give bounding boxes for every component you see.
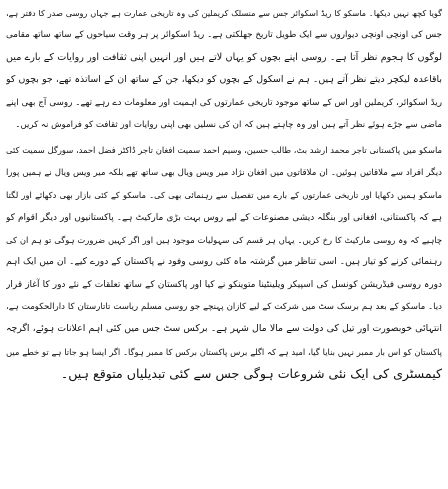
- text-line: دیا۔ ماسکو کے بعد ہم برسک سٹ میں شرکت کے لیے کازان پہنچے جو روسی مسلم ریاست تاتارستان کا دارالحکومت ہے،: [6, 302, 442, 313]
- text-line: جس کی اونچی اونچی دیواروں سے ایک طویل تاریخ جھلکتی ہے۔ ریڈ اسکوائر پر ہر وقت سیاحوں کے ساتھ ساتھ مقامی: [6, 30, 442, 41]
- article-paragraph-1: [6, 2, 442, 136]
- text-line: ریڈ اسکوائر، کریملین اور اس کے ساتھ موجود تاریخی عمارتوں کی اہمیت اور معلومات دے رہے تھے۔ روسی آج بھی اپنے: [6, 97, 442, 108]
- article-paragraph-2: [6, 139, 442, 385]
- text-line: لوگوں کا ہجوم نظر آتا ہے۔ روسی اپنے بچوں کو یہاں لاتے ہیں اور انہیں اپنی ثقافت اور روایات کے بارے میں: [6, 51, 442, 63]
- text-line: دیگر افراد سے ملاقاتیں ہوئیں۔ ان ملاقاتوں میں افغان نژاد میر ویس ویال بھی ساتھ تھے بلکہ میر ویس ویال نے ہمیں پورا: [6, 167, 442, 178]
- text-line: باقاعدہ لیکچر دیتے نظر آتے ہیں۔ ہم نے اسکول کے بچوں کو دیکھا، جن کے ساتھ ان کے اساتذہ تھے، جو بچوں کو: [6, 74, 442, 86]
- text-line: گویا کچھ نہیں دیکھا۔ ماسکو کا ریڈ اسکوائر جس سے منسلک کریملین کی وہ تاریخی عمارت ہے جہاں روسی صدر کا دفتر ہے،: [6, 8, 442, 18]
- text-line: دورہ روسی فیڈریشن کونسل کی اسپیکر ویلینٹینا متوینکو نے کیا اور پاکستان کے ساتھ تعلقات کے نئے دور کا آغاز قرار: [6, 279, 442, 290]
- text-line: انتہائی خوبصورت اور تیل کی دولت سے مالا مال شہر ہے۔ برکس سٹ جس میں کئی اہم اعلانات ہوئے، اگرچہ: [6, 323, 442, 335]
- text-line: ماسکو میں پاکستانی تاجر محمد ارشد بٹ، طالب حسین، وسیم احمد سمیت افغان تاجر ڈاکٹر فضل احمد، سورگل سمیت کئی: [6, 145, 442, 156]
- text-line: کیمسٹری کی ایک نئی شروعات ہوگی جس سے کئی تبدیلیاں متوقع ہیں۔: [60, 366, 442, 382]
- text-line: ماسکو ہمیں دکھایا اور تاریخی عمارتوں کے بارے میں تفصیل سے رہنمائی بھی کی۔ ماسکو کے کئی بازار بھی دکھائے اور لگتا: [6, 190, 442, 201]
- text-line: پاکستان کو اس بار ممبر نہیں بنایا گیا، امید ہے کہ اگلے برس پاکستان برکس کا ممبر ہوگا۔ اگر ایسا ہو جاتا ہے تو خطے میں: [6, 346, 442, 357]
- text-line: ماضی سے جڑے ہوئے نظر آتے ہیں اور وہ چاہتے ہیں کہ ان کی نسلیں بھی اپنی روایات اور ثقافت کو فراموش نہ کریں۔: [15, 119, 442, 130]
- text-line: رہنمائی کرنے کو تیار ہیں۔ اسی تناظر میں گزشتہ ماہ کئی روسی وفود نے پاکستان کے دورے کیے۔ ان میں ایک اہم: [6, 256, 442, 268]
- text-line: ہے کہ پاکستانی، افغانی اور بنگلہ دیشی مصنوعات کے لیے روس بہت بڑی مارکیٹ ہے۔ پاکستانیوں اور دیگر اقوام کو: [6, 212, 442, 223]
- text-line: چاہیے کہ وہ روسی مارکیٹ کا رخ کریں۔ یہاں ہر قسم کی سہولیات موجود ہیں اور اگر کہیں ضرورت ہوگی تو ہم ان کی: [6, 234, 442, 245]
